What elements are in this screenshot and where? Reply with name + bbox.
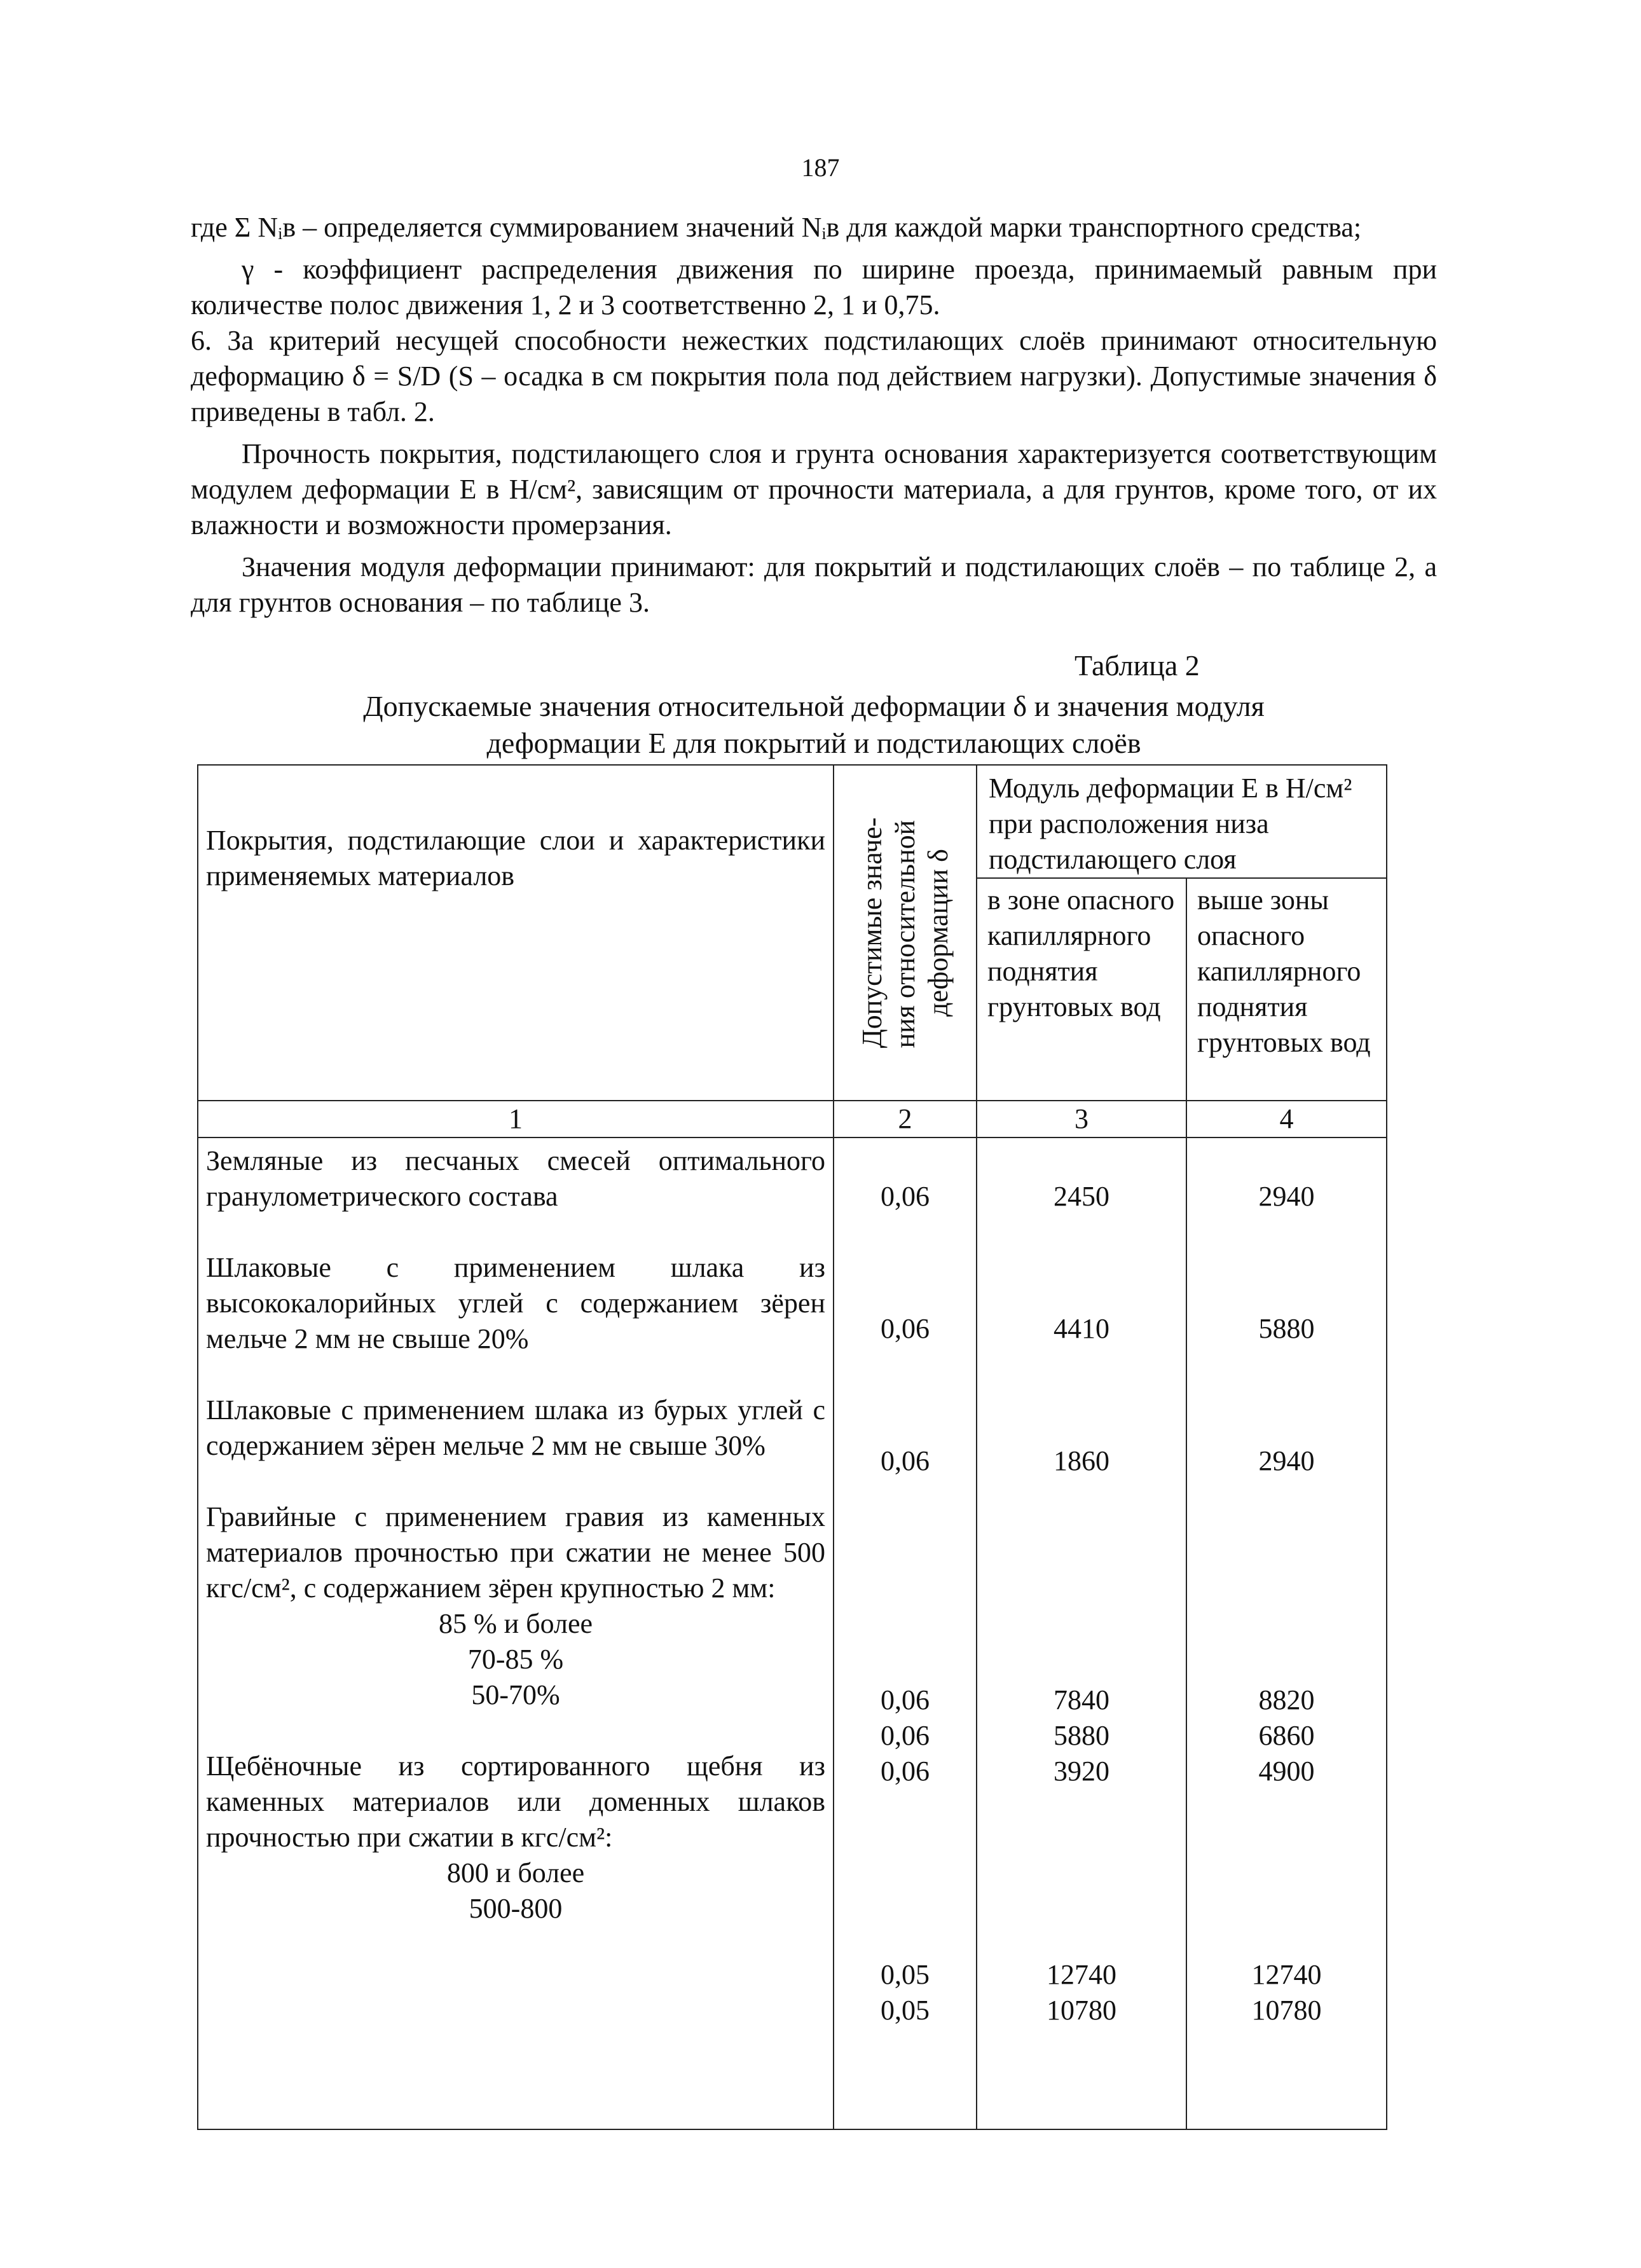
header-above-capillary: выше зоны опасного капиллярного поднятия грунтовых вод [1186, 878, 1387, 1101]
materials-column [198, 1137, 834, 2129]
grain-size-label: 70-85 % [467, 1644, 564, 1675]
delta-value: 0,06 [881, 1756, 930, 1787]
material-description: Щебёночные из сортированного щебня из каменных материалов или доменных шлаков прочностью при сжатии в кгс/см²: [206, 1750, 825, 1853]
modulus-value: 7840 [1054, 1684, 1109, 1715]
modulus-value: 12740 [1251, 1959, 1322, 1990]
modulus-value: 2450 [1054, 1181, 1109, 1212]
strength-label: 500-800 [469, 1893, 563, 1924]
paragraph-sum-definition: где Σ Nᵢв – определяется суммированием значений Nᵢв для каждой марки транспортного средства; [191, 212, 1362, 243]
delta-value: 0,05 [881, 1959, 930, 1990]
above-capillary-column [1186, 1137, 1387, 2129]
material-description: Шлаковые с применением шлака из бурых углей с содержанием зёрен мельче 2 мм не свыше 30% [206, 1394, 825, 1461]
modulus-value: 12740 [1047, 1959, 1116, 1990]
delta-value: 0,06 [881, 1445, 930, 1476]
grain-size-label: 50-70% [471, 1679, 560, 1710]
paragraph-modulus-values: Значения модуля деформации принимают: для покрытий и подстилающих слоёв – по таблице 2, а для грунтов основания – по таблице 3. [191, 551, 1437, 618]
modulus-value: 2940 [1258, 1445, 1315, 1476]
delta-value: 0,06 [881, 1684, 930, 1715]
material-group-sand [206, 1143, 825, 1214]
capillary-zone-column [977, 1137, 1186, 2129]
header-modulus-group: Модуль деформации E в Н/см² при расположения низа подстилающего слоя [977, 765, 1387, 878]
deformation-table [197, 764, 1387, 2130]
modulus-value: 8820 [1258, 1684, 1315, 1715]
header-capillary-zone: в зоне опасного капиллярного поднятия грунтовых вод [977, 878, 1186, 1101]
delta-value: 0,06 [881, 1181, 930, 1212]
modulus-value: 3920 [1054, 1756, 1109, 1787]
paragraph-criterion: 6. За критерий несущей способности нежестких подстилающих слоёв принимают относительную деформацию δ = S/D (S – осадка в см покрытия пола под действием нагрузки). Допустимые значения δ приведены в табл. 2. [191, 325, 1437, 427]
column-number: 3 [977, 1101, 1186, 1137]
material-group-slag-high [206, 1250, 825, 1357]
table-caption: Таблица 2 [1075, 649, 1200, 682]
body-text [191, 210, 1437, 621]
paragraph-strength: Прочность покрытия, подстилающего слоя и грунта основания характеризуется соответствующим модулем деформации E в Н/см², зависящим от прочности материала, а для грунтов, кроме того, от их влажности и возможности промерзания. [191, 438, 1437, 540]
material-group-slag-brown [206, 1392, 825, 1464]
material-description: Шлаковые с применением шлака из высококалорийных углей с содержанием зёрен мельче 2 мм не свыше 20% [206, 1252, 825, 1354]
header-delta-line: Допустимые значе- [856, 817, 888, 1048]
delta-value: 0,06 [881, 1720, 930, 1751]
modulus-value: 10780 [1251, 1995, 1322, 2026]
page-number: 187 [801, 153, 840, 182]
delta-value: 0,06 [881, 1313, 930, 1344]
column-number: 2 [834, 1101, 977, 1137]
modulus-value: 2940 [1258, 1181, 1315, 1212]
modulus-value: 4900 [1258, 1756, 1315, 1787]
delta-column [834, 1137, 977, 2129]
strength-label: 800 и более [446, 1857, 585, 1888]
header-delta [834, 765, 977, 1101]
column-number: 4 [1186, 1101, 1387, 1137]
modulus-value: 4410 [1054, 1313, 1109, 1344]
material-description: Земляные из песчаных смесей оптимального гранулометрического состава [206, 1145, 825, 1212]
modulus-value: 5880 [1258, 1313, 1315, 1344]
header-delta-line: деформации δ [922, 849, 954, 1017]
material-group-crushed-stone [206, 1749, 825, 1927]
table-title: Допускаемые значения относительной деформации δ и значения модуля деформации E для покрытий и подстилающих слоёв [363, 690, 1265, 759]
header-delta-line: ния относительной [889, 820, 921, 1048]
header-materials: Покрытия, подстилающие слои и характеристики применяемых материалов [198, 765, 834, 1101]
paragraph-gamma-definition: γ - коэффициент распределения движения по ширине проезда, принимаемый равным при количестве полос движения 1, 2 и 3 соответственно 2, 1 и 0,75. [191, 254, 1437, 320]
delta-value: 0,05 [881, 1995, 930, 2026]
material-description: Гравийные с применением гравия из каменных материалов прочностью при сжатии не менее 500 кгс/см², с содержанием зёрен крупностью 2 мм: [206, 1501, 825, 1604]
grain-size-label: 85 % и более [438, 1608, 593, 1639]
modulus-value: 6860 [1258, 1720, 1315, 1751]
modulus-value: 1860 [1054, 1445, 1109, 1476]
modulus-value: 10780 [1047, 1995, 1116, 2026]
column-number: 1 [198, 1101, 834, 1137]
modulus-value: 5880 [1054, 1720, 1109, 1751]
material-group-gravel [206, 1499, 825, 1713]
